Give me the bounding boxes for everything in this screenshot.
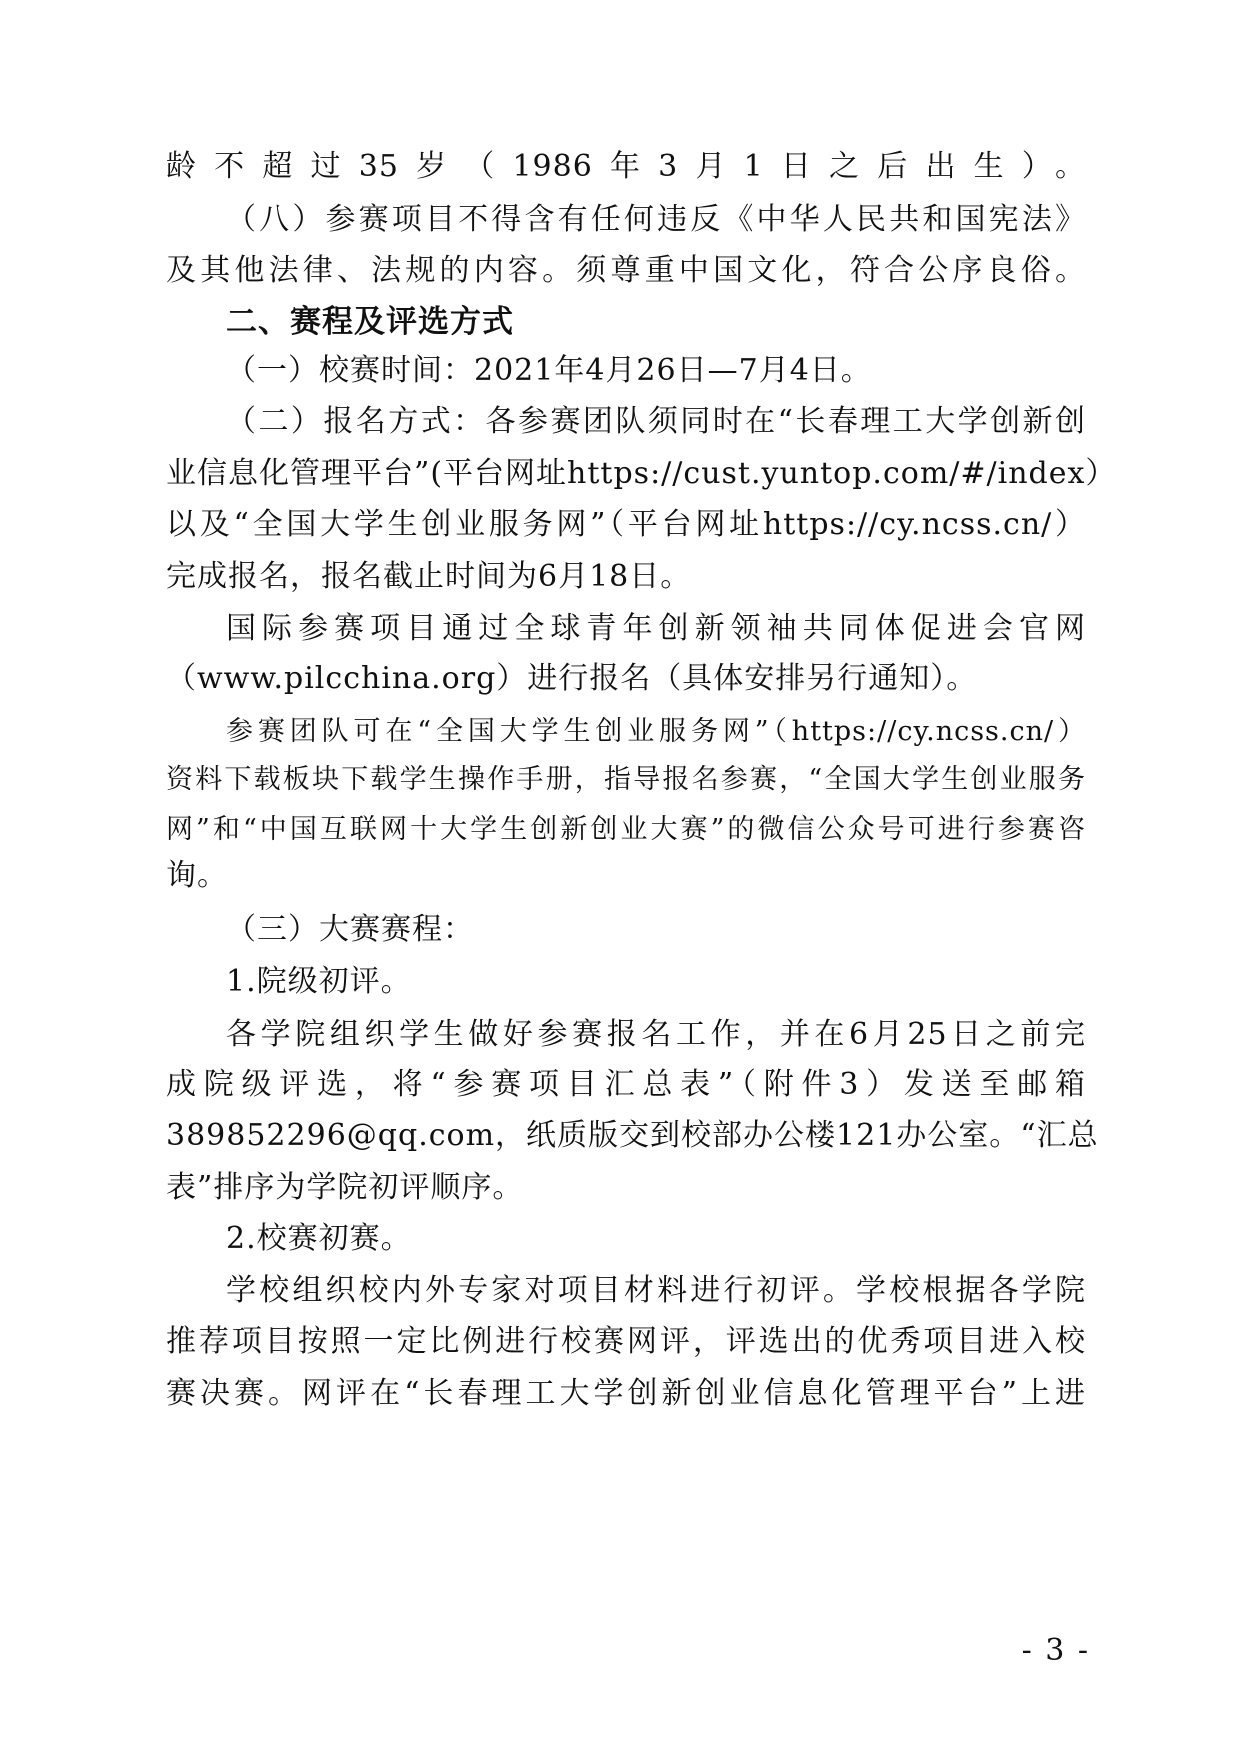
text-line-8: 以及“全国大学生创业服务网”（平台网址https://cy.ncss.cn/） <box>166 507 1086 542</box>
text-line-7: 业信息化管理平台”(平台网址https://cust.yuntop.com/#/index） <box>166 456 1117 491</box>
text-line-22: 2.校赛初赛。 <box>226 1221 412 1256</box>
text-line-25: 赛决赛。网评在“长春理工大学创新创业信息化管理平台”上进 <box>166 1376 1086 1411</box>
text-line-6: （二）报名方式：各参赛团队须同时在“长春理工大学创新创 <box>226 404 1086 439</box>
text-line-20: 389852296@qq.com，纸质版交到校部办公楼121办公室。“汇总 <box>166 1118 1099 1153</box>
text-line-3: 及其他法律、法规的内容。须尊重中国文化，符合公序良俗。 <box>166 253 1086 288</box>
section-heading: 二、赛程及评选方式 <box>226 304 514 340</box>
page-number: - 3 - <box>1021 1633 1090 1668</box>
text-line-14: 网”和“中国互联网十大学生创新创业大赛”的微信公众号可进行参赛咨 <box>166 814 1086 845</box>
text-line-16: （三）大赛赛程： <box>226 912 474 947</box>
text-line-13: 资料下载板块下载学生操作手册，指导报名参赛，“全国大学生创业服务 <box>166 764 1086 795</box>
text-line-17: 1.院级初评。 <box>226 964 412 999</box>
text-line-9: 完成报名，报名截止时间为6月18日。 <box>166 559 692 594</box>
text-line-24: 推荐项目按照一定比例进行校赛网评，评选出的优秀项目进入校 <box>166 1324 1086 1359</box>
text-line-11: （www.pilcchina.org）进行报名（具体安排另行通知）。 <box>166 661 978 696</box>
text-line-5: （一）校赛时间：2021年4月26日—7月4日。 <box>226 353 872 388</box>
text-line-19: 成院级评选，将“参赛项目汇总表”（附件3）发送至邮箱 <box>166 1067 1086 1102</box>
text-line-2: （八）参赛项目不得含有任何违反《中华人民共和国宪法》 <box>226 202 1086 237</box>
text-line-23: 学校组织校内外专家对项目材料进行初评。学校根据各学院 <box>226 1273 1086 1308</box>
text-line-1: 龄不超过35岁（1986年3月1日之后出生）。 <box>166 149 1086 184</box>
text-line-15: 询。 <box>166 858 228 893</box>
text-line-21: 表”排序为学院初评顺序。 <box>166 1170 524 1205</box>
text-line-12: 参赛团队可在“全国大学生创业服务网”（https://cy.ncss.cn/） <box>226 716 1086 747</box>
text-line-10: 国际参赛项目通过全球青年创新领袖共同体促进会官网 <box>226 611 1086 646</box>
text-line-18: 各学院组织学生做好参赛报名工作，并在6月25日之前完 <box>226 1017 1086 1052</box>
